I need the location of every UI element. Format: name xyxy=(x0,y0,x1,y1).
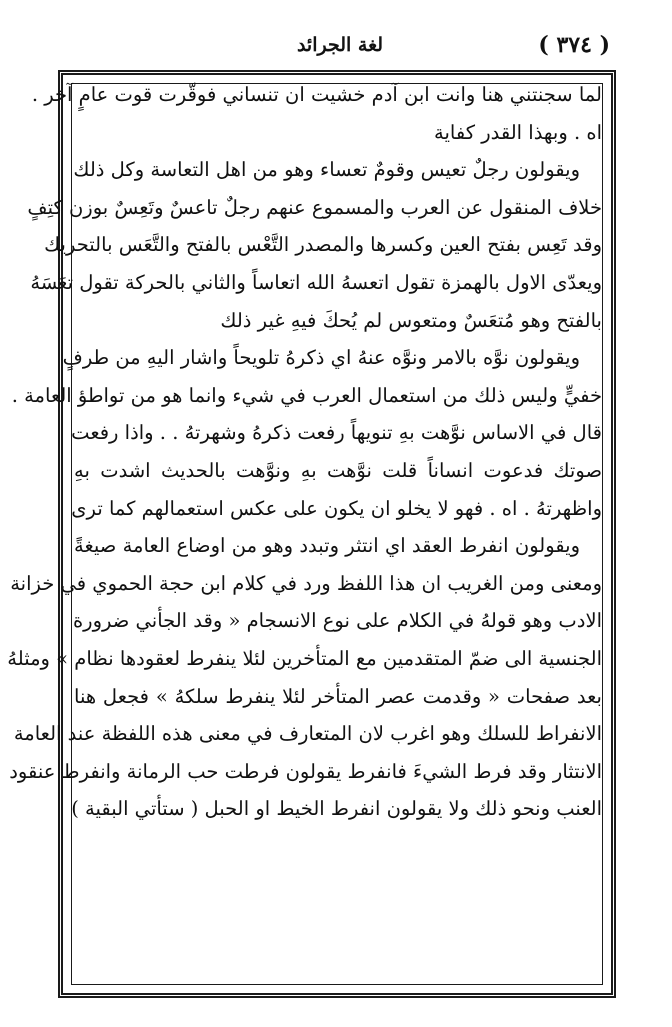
text-line: الادب وهو قولهُ في الكلام على نوع الانسجام « وقد الجأني ضرورة xyxy=(72,609,602,633)
running-title: لغة الجرائد xyxy=(296,34,384,56)
text-line: بالفتح وهو مُتعَسٌ ومتعوس لم يُحكَ فيهِ غير ذلك xyxy=(220,308,602,332)
text-line: ويقولون رجلٌ تعيس وقومٌ تعساء وهو من اهل التعاسة وكل ذلك xyxy=(73,158,580,182)
text-line: اه . وبهذا القدر كفاية xyxy=(434,120,602,144)
text-line: العنب ونحو ذلك ولا يقولون انفرط الخيط او الحبل ( ستأتي البقية ) xyxy=(71,797,602,821)
text-line: ويقولون انفرط العقد اي انتثر وتبدد وهو من اوضاع العامة صيغةً xyxy=(74,534,580,558)
text-line: لما سجنتني هنا وانت ابن آدم خشيت ان تنساني فوقّرت قوت عامٍ آخر . xyxy=(31,83,602,106)
text-line: وقد تَعِس بفتح العين وكسرها والمصدر التَّعْس بالفتح والتَّعَس بالتحريك xyxy=(44,233,602,257)
text-line: صوتك فدعوت انساناً قلت نوَّهت بهِ ونوَّهت بالحديث اشدت بهِ xyxy=(74,458,602,482)
text-line: قال في الاساس نوَّهت بهِ تنويهاً رفعت ذكرهُ وشهرتهُ . . واذا رفعت xyxy=(71,421,602,445)
text-line: خلاف المنقول عن العرب والمسموع عنهم رجلٌ تاعسٌ وتَعِسٌ بوزن كتِفٍ xyxy=(27,195,602,219)
text-line: ويقولون نوَّه بالامر ونوَّه عنهُ اي ذكرهُ تلويحاً واشار اليهِ من طرفٍ xyxy=(62,346,580,370)
page-header xyxy=(60,28,620,68)
text-line: الانتثار وقد فرط الشيءَ فانفرط يقولون فرطت حب الرمانة وانفرط عنقود xyxy=(9,759,602,783)
text-line: الجنسية الى ضمّ المتقدمين مع المتأخرين لئلا ينفرط لعقودها نظام » ومثلهُ xyxy=(7,646,602,670)
text-line: واظهرتهُ . اه . فهو لا يخلو ان يكون على عكس استعمالهم كما ترى xyxy=(71,496,602,520)
page-number: ( ٣٧٤ ) xyxy=(538,32,610,58)
text-line: بعد صفحات « وقدمت عصر المتأخر لئلا ينفرط سلكهُ » فجعل هنا xyxy=(74,684,602,708)
text-line: ومعنى ومن الغريب ان هذا اللفظ ورد في كلام ابن حجة الحموي في خزانة xyxy=(10,571,602,595)
text-line: خفيٍّ وليس ذلك من استعمال العرب في شيء وانما هو من تواطؤ العامة . xyxy=(11,383,602,407)
text-line: الانفراط للسلك وهو اغرب لان المتعارف في معنى هذه اللفظة عند العامة xyxy=(13,722,602,746)
text-line: ويعدّى الاول بالهمزة تقول اتعسهُ الله اتعاساً والثاني بالحركة تقول تعَسَهُ xyxy=(30,270,602,294)
text-body xyxy=(7,76,602,986)
